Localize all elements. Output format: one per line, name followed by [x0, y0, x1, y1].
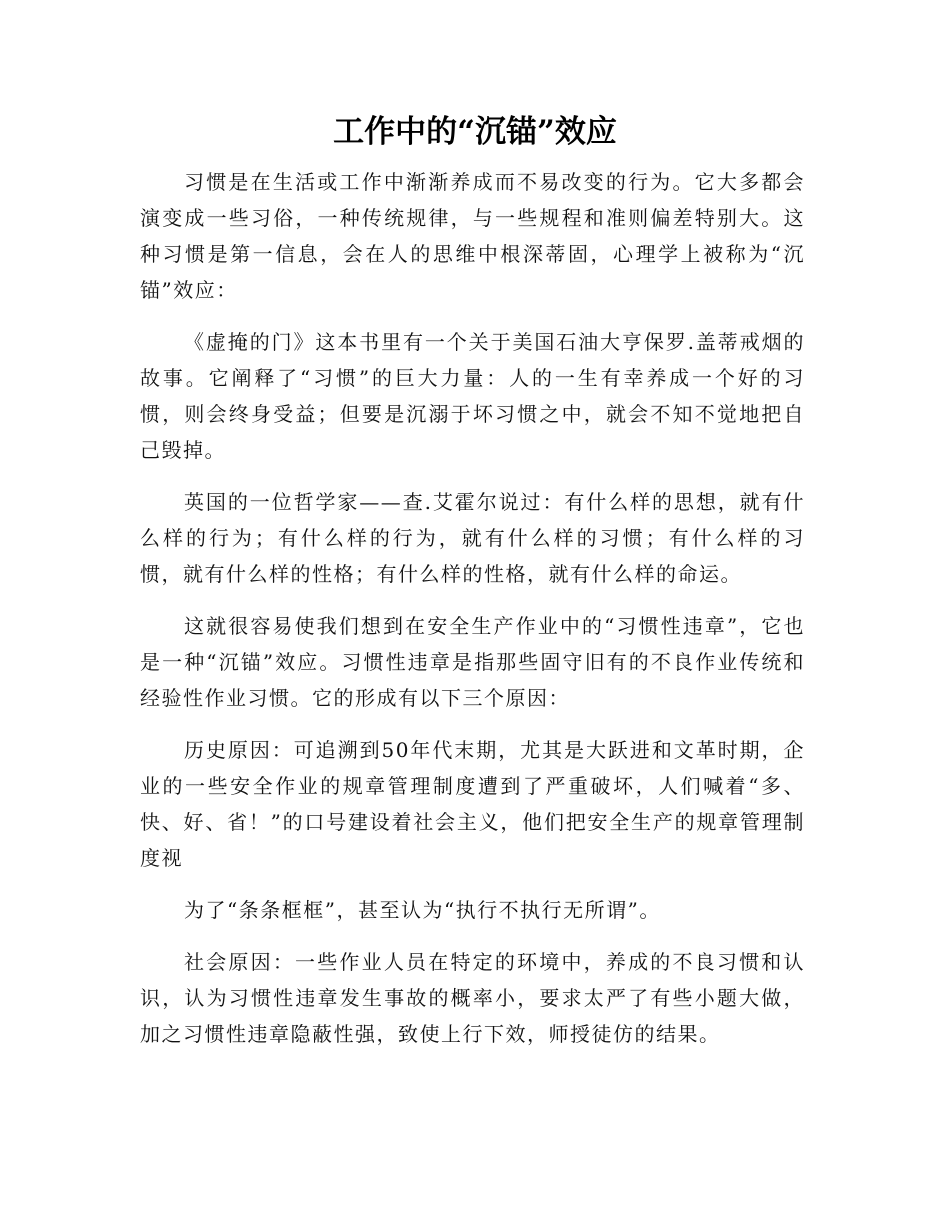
paragraph-historical-reason: 历史原因：可追溯到50年代末期，尤其是大跃进和文革时期，企业的一些安全作业的规章管理制度遭到了严重破坏，人们喊着“多、快、好、省！”的口号建设着社会主义，他们把安全生产的规章管理制度视: [140, 738, 805, 870]
paragraph-habitual-violation: 这就很容易使我们想到在安全生产作业中的“习惯性违章”，它也是一种“沉锚”效应。习惯性违章是指那些固守旧有的不良作业传统和经验性作业习惯。它的形成有以下三个原因：: [140, 614, 805, 710]
document-body: [140, 164, 805, 1068]
document-title: 工作中的“沉锚”效应: [333, 114, 617, 150]
paragraph-habit-definition: 习惯是在生活或工作中渐渐养成而不易改变的行为。它大多都会演变成一些习俗，一种传统规律，与一些规程和准则偏差特别大。这种习惯是第一信息，会在人的思维中根深蒂固，心理学上被称为“沉锚”效应：: [140, 170, 805, 302]
paragraph-rules-regarded: 为了“条条框框”，甚至认为“执行不执行无所谓”。: [184, 898, 661, 922]
paragraph-social-reason: 社会原因：一些作业人员在特定的环境中，养成的不良习惯和认识，认为习惯性违章发生事故的概率小，要求太严了有些小题大做，加之习惯性违章隐蔽性强，致使上行下效，师授徒仿的结果。: [140, 950, 805, 1046]
paragraph-philosopher-quote: 英国的一位哲学家——查.艾霍尔说过：有什么样的思想，就有什么样的行为；有什么样的行为，就有什么样的习惯；有什么样的习惯，就有什么样的性格；有什么样的性格，就有什么样的命运。: [140, 490, 805, 586]
paragraph-book-story: 《虚掩的门》这本书里有一个关于美国石油大亨保罗.盖蒂戒烟的故事。它阐释了“习惯”的巨大力量：人的一生有幸养成一个好的习惯，则会终身受益；但要是沉溺于坏习惯之中，就会不知不觉地把自己毁掉。: [140, 330, 805, 462]
